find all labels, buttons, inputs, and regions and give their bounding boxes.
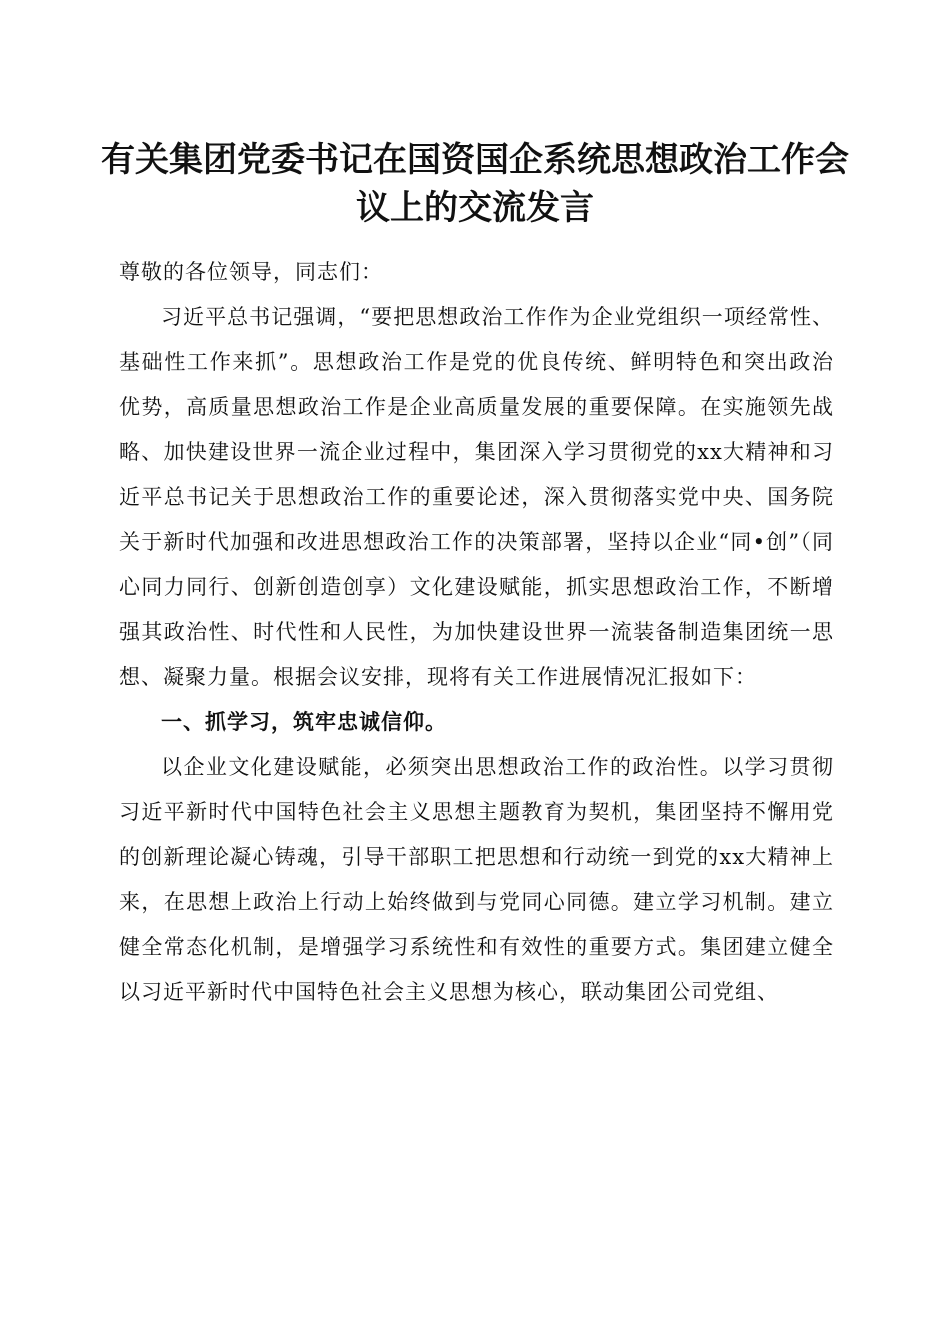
section-heading: 一、抓学习，筑牢忠诚信仰。: [161, 710, 447, 734]
section-paragraph: 以企业文化建设赋能，必须突出思想政治工作的政治性。以学习贯彻习近平新时代中国特色社会主义思想主题教育为契机，集团坚持不懈用党的创新理论凝心铸魂，引导干部职工把思想和行动统一到党的xx大精神上来，在思想上政治上行动上始终做到与党同心同德。建立学习机制。建立健全常态化机制，是增强学习系统性和有效性的重要方式。集团建立健全以习近平新时代中国特色社会主义思想为核心，联动集团公司党组、: [119, 755, 834, 1004]
salutation: 尊敬的各位领导，同志们：: [119, 260, 383, 284]
document-title: 有关集团党委书记在国资国企系统思想政治工作会议上的交流发言: [101, 140, 849, 228]
document-body: [119, 250, 834, 1015]
intro-paragraph: 习近平总书记强调，“要把思想政治工作作为企业党组织一项经常性、基础性工作来抓”。思想政治工作是党的优良传统、鲜明特色和突出政治优势，高质量思想政治工作是企业高质量发展的重要保障。在实施领先战略、加快建设世界一流企业过程中，集团深入学习贯彻党的xx大精神和习近平总书记关于思想政治工作的重要论述，深入贯彻落实党中央、国务院关于新时代加强和改进思想政治工作的决策部署，坚持以企业“同•创”（同心同力同行、创新创造创享）文化建设赋能，抓实思想政治工作，不断增强其政治性、时代性和人民性，为加快建设世界一流装备制造集团统一思想、凝聚力量。根据会议安排，现将有关工作进展情况汇报如下：: [119, 305, 834, 689]
